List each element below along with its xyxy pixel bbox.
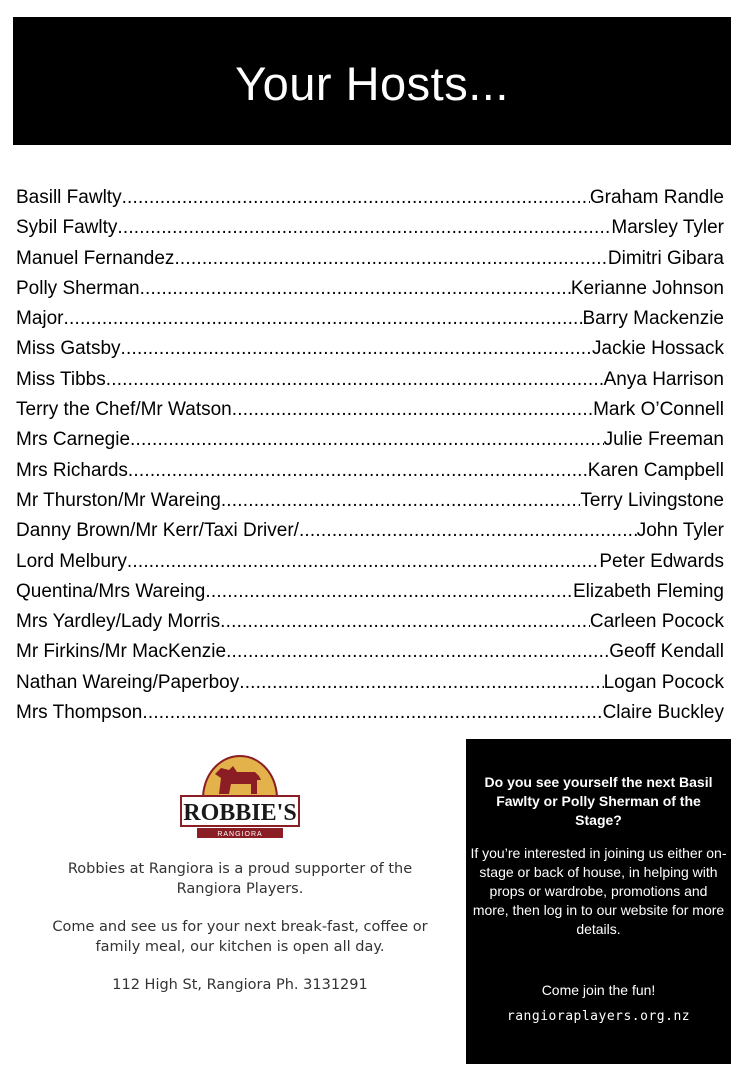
cast-role: Miss Gatsby — [16, 338, 121, 360]
dot-leader — [142, 702, 602, 724]
sponsor-statement: Robbies at Rangiora is a proud supporter of the Rangiora Players. — [67, 861, 413, 897]
cast-row — [16, 490, 724, 520]
cast-row — [16, 641, 724, 671]
cast-row — [16, 672, 724, 702]
cast-actor: Dimitri Gibara — [607, 247, 724, 269]
dot-leader — [121, 338, 592, 360]
cast-role: Manuel Fernandez — [16, 247, 175, 269]
cast-actor: Jackie Hossack — [592, 338, 724, 360]
website-link[interactable]: rangioraplayers.org.nz — [506, 1009, 691, 1024]
cast-actor: Anya Harrison — [603, 368, 724, 390]
cast-actor: Logan Pocock — [603, 671, 724, 693]
cast-row — [16, 611, 724, 641]
dot-leader — [174, 248, 607, 270]
cast-actor: Julie Freeman — [603, 429, 724, 451]
cast-row — [16, 399, 724, 429]
callout-body: If you’re interested in joining us either on-stage or back of house, in helping with props or wardrobe, promotions and more, then log in to our website for more details. — [470, 845, 727, 937]
cast-row — [16, 217, 724, 247]
cast-actor: Barry Mackenzie — [582, 308, 724, 330]
logo-subtext: RANGIORA — [217, 831, 263, 838]
cast-actor: Carleen Pocock — [589, 611, 724, 633]
cast-role: Lord Melbury — [16, 550, 127, 572]
cast-actor: Mark O’Connell — [593, 399, 724, 421]
cast-row — [16, 429, 724, 459]
cast-actor: Elizabeth Fleming — [572, 580, 724, 602]
cast-role: Mr Thurston/Mr Wareing — [16, 489, 221, 511]
cast-row — [16, 581, 724, 611]
callout-heading: Do you see yourself the next Basil Fawlty or Polly Sherman of the Stage? — [484, 774, 713, 828]
dot-leader — [220, 611, 590, 633]
title-banner — [13, 17, 731, 145]
sponsor-address: 112 High St, Rangiora Ph. 3131291 — [112, 977, 368, 993]
dot-leader — [239, 672, 603, 694]
cast-row — [16, 551, 724, 581]
dot-leader — [127, 551, 599, 573]
cast-role: Mrs Richards — [16, 459, 128, 481]
logo-text: ROBBIE'S — [183, 800, 297, 826]
cast-list — [16, 187, 724, 732]
join-callout — [466, 739, 731, 1064]
cast-row — [16, 338, 724, 368]
cast-role: Danny Brown/Mr Kerr/Taxi Driver/ — [16, 520, 299, 542]
cast-row — [16, 520, 724, 550]
cast-actor: Terry Livingstone — [580, 489, 724, 511]
cast-role: Miss Tibbs — [16, 368, 106, 390]
cast-role: Mrs Carnegie — [16, 429, 131, 451]
dot-leader — [299, 520, 637, 542]
dot-leader — [232, 399, 593, 421]
sponsor-invitation: Come and see us for your next break-fast, coffee or family meal, our kitchen is open all day. — [52, 919, 428, 955]
cast-actor: John Tyler — [636, 520, 724, 542]
cast-role: Sybil Fawlty — [16, 217, 118, 239]
cast-row — [16, 460, 724, 490]
dot-leader — [64, 308, 583, 330]
callout-cta: Come join the fun! — [541, 982, 656, 998]
cast-role: Major — [16, 308, 64, 330]
cast-row — [16, 702, 724, 732]
cast-role: Mrs Yardley/Lady Morris — [16, 611, 221, 633]
cast-role: Nathan Wareing/Paperboy — [16, 671, 240, 693]
cast-role: Terry the Chef/Mr Watson — [16, 399, 232, 421]
cast-row — [16, 248, 724, 278]
page-title: Your Hosts... — [235, 56, 509, 110]
robbies-logo — [175, 750, 305, 842]
cast-role: Quentina/Mrs Wareing — [16, 580, 206, 602]
cast-row — [16, 187, 724, 217]
dot-leader — [106, 369, 604, 391]
sponsor-panel — [40, 750, 440, 1015]
dot-leader — [205, 581, 573, 603]
cast-role: Polly Sherman — [16, 277, 140, 299]
cast-role: Mr Firkins/Mr MacKenzie — [16, 641, 227, 663]
dot-leader — [128, 460, 588, 482]
dot-leader — [117, 217, 611, 239]
dot-leader — [226, 641, 609, 663]
dot-leader — [140, 278, 571, 300]
cast-actor: Claire Buckley — [602, 702, 724, 724]
cast-actor: Peter Edwards — [599, 550, 724, 572]
cast-actor: Karen Campbell — [587, 459, 724, 481]
cast-role: Basill Fawlty — [16, 187, 122, 208]
dot-leader — [130, 429, 604, 451]
dot-leader — [122, 187, 590, 209]
cast-actor: Kerianne Johnson — [570, 277, 724, 299]
cast-role: Mrs Thompson — [16, 702, 143, 724]
cast-row — [16, 278, 724, 308]
cast-actor: Marsley Tyler — [611, 217, 724, 239]
dot-leader — [221, 490, 581, 512]
cast-row — [16, 369, 724, 399]
cast-actor: Graham Randle — [589, 187, 724, 208]
cast-actor: Geoff Kendall — [609, 641, 724, 663]
cast-row — [16, 308, 724, 338]
